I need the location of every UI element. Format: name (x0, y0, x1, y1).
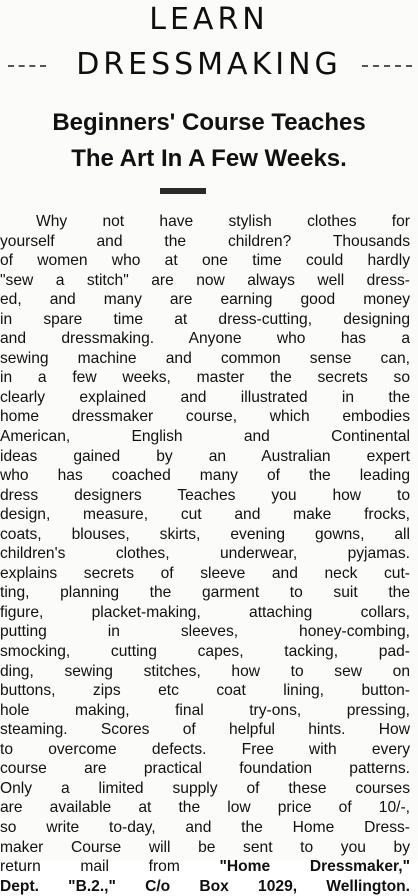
article-line: American, English and Continental (0, 428, 410, 446)
article-line: course are practical foundation patterns. (0, 760, 410, 778)
article-line: children's clothes, underwear, pyjamas. (0, 545, 410, 563)
article-line: to overcome defects. Free with every (0, 740, 410, 758)
article-line: ed, and many are earning good money (0, 291, 410, 309)
article-line: "sew a stitch" are now always well dress- (0, 271, 410, 289)
article-line: yourself and the children? Thousands (0, 232, 410, 250)
article-line: Why not have stylish clothes for (36, 213, 410, 230)
subheadline-line-1: Beginners' Course Teaches (52, 109, 366, 136)
closing-prefix: return mail from (0, 858, 180, 876)
article-line: ding, sewing stitches, how to sew on (0, 662, 410, 680)
article-line: hole making, final try-ons, pressing, (0, 701, 410, 719)
article-line: figure, placket-making, attaching collars, (0, 603, 410, 621)
article-line: ting, planning the garment to suit the (0, 584, 410, 602)
article-line: Only a limited supply of these courses (0, 779, 410, 797)
article-line: in a few weeks, master the secrets so (0, 369, 410, 387)
article-line: dress designers Teaches you how to (0, 486, 410, 504)
article-line: ideas gained by an Australian expert (0, 447, 410, 465)
headline-dressmaking: DRESSMAKING (76, 47, 342, 82)
article-line: so write to-day, and the Home Dress- (0, 818, 410, 836)
article-line: coats, blouses, skirts, evening gowns, all (0, 525, 410, 543)
article-line: putting in sleeves, honey-combing, (0, 623, 410, 641)
article-line: are available at the low price of 10/-, (0, 799, 410, 817)
article-line: sewing machine and common sense can, (0, 349, 410, 367)
article-line: maker Course will be sent to you by (0, 838, 410, 856)
article-line: explains secrets of sleeve and neck cut- (0, 564, 410, 582)
article-line: smocking, cutting capes, tacking, pad- (0, 643, 410, 661)
article-line: buttons, zips etc coat lining, button- (0, 682, 410, 700)
article-line: who has coached many of the leading (0, 467, 410, 485)
subheadline-line-2: The Art In A Few Weeks. (71, 145, 347, 172)
article-line: and dressmaking. Anyone who has a (0, 330, 410, 348)
article-line: in spare time at dress-cutting, designing (0, 310, 410, 328)
article-line: of women who at one time could hardly (0, 252, 410, 270)
closing-address: Dept. "B.2.," C/o Box 1029, Wellington. (0, 877, 410, 895)
article-line: design, measure, cut and make frocks, (0, 506, 410, 524)
article-line: clearly explained and illustrated in the (0, 388, 410, 406)
headline-learn: LEARN (149, 2, 269, 37)
closing-line-return-mail (0, 857, 410, 877)
article-body (0, 212, 410, 896)
closing-company-name: "Home Dressmaker," (219, 858, 410, 876)
article-line: home dressmaker course, which embodies (0, 408, 410, 426)
section-divider (160, 188, 206, 194)
article-line: steaming. Scores of helpful hints. How (0, 721, 410, 739)
